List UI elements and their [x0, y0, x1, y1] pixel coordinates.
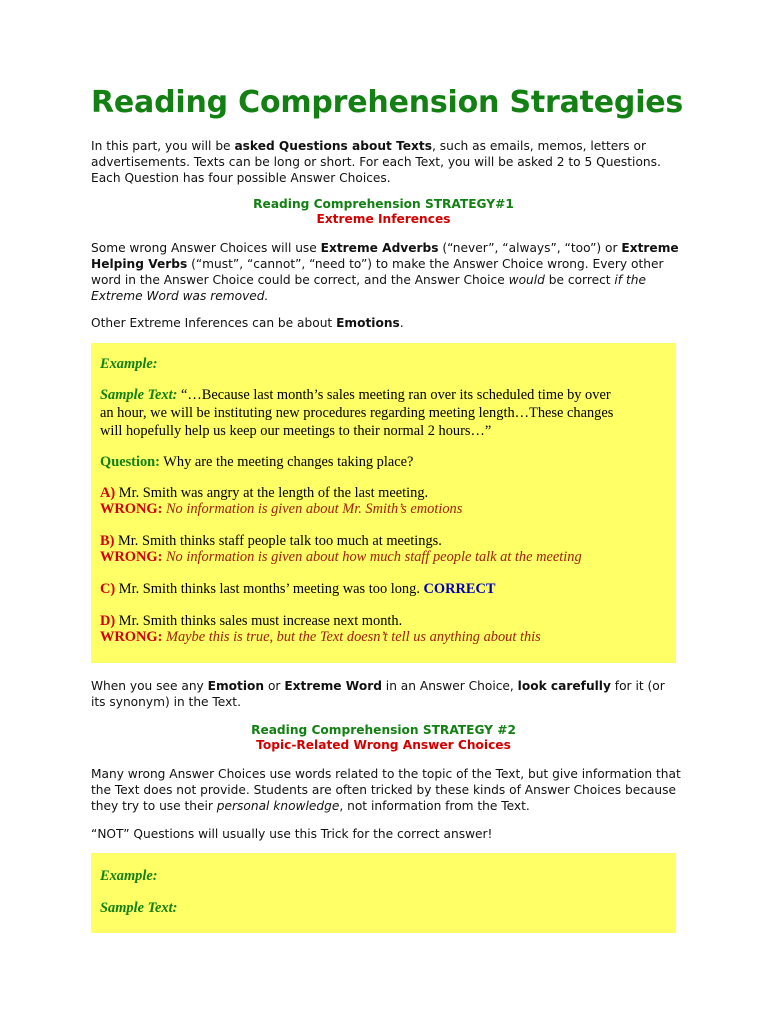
ae-bold-1: Emotion: [207, 679, 265, 693]
example2-sample-label-text: Sample Text:: [100, 900, 178, 916]
strategy2-not-questions: “NOT” Questions will usually use this Trick for the correct answer!: [91, 827, 493, 841]
s1p1-bold-2: Extreme Helping Verbs: [91, 241, 679, 271]
example-box-2: [91, 853, 676, 933]
strategy1-emotions-paragraph: [91, 315, 681, 331]
question-label: Question:: [100, 454, 160, 470]
strategy1-heading: Reading Comprehension STRATEGY#1: [253, 197, 514, 211]
strategy2-heading: Reading Comprehension STRATEGY #2: [251, 723, 516, 737]
s1p1-bold-1: Extreme Adverbs: [320, 241, 439, 255]
strategy2-paragraph: [91, 766, 681, 814]
s1p1-text-3: (“must”, “cannot”, “need to”) to make the Answer Choice wrong. Every other word in the Answer Choice could be correct, and the Answer Choice: [91, 257, 664, 287]
intro-bold: asked Questions about Texts: [234, 139, 433, 153]
question-line: [100, 454, 413, 470]
answer-d-verdict: [100, 629, 541, 645]
sample-line-1: “…Because last month’s sales meeting ran over its scheduled time by over: [177, 387, 611, 403]
s1p1-italic-1: would: [508, 273, 545, 287]
answer-a: [100, 485, 428, 501]
answer-a-text: Mr. Smith was angry at the length of the last meeting.: [115, 485, 429, 501]
strategy1-subheading: Extreme Inferences: [316, 212, 451, 226]
ae-bold-2: Extreme Word: [284, 679, 382, 693]
answer-b-wrong: WRONG:: [100, 549, 163, 565]
after-example-paragraph: [91, 678, 681, 710]
sample-text-line-1: [100, 387, 611, 403]
answer-c-letter: C): [100, 581, 116, 597]
question-text: Why are the meeting changes taking place?: [159, 454, 414, 470]
example2-sample-label: [100, 900, 177, 916]
intro-text: In this part, you will be: [91, 139, 235, 153]
strategy2-subheading: Topic-Related Wrong Answer Choices: [256, 738, 511, 752]
answer-b-text: Mr. Smith thinks staff people talk too much at meetings.: [114, 533, 442, 549]
answer-b-reason: No information is given about how much staff people talk at the meeting: [162, 549, 582, 565]
s1p2-text-2: .: [399, 316, 404, 330]
answer-a-wrong: WRONG:: [100, 501, 163, 517]
answer-b: [100, 533, 442, 549]
answer-d-letter: D): [100, 613, 116, 629]
intro-paragraph: [91, 138, 681, 186]
answer-d-wrong: WRONG:: [100, 629, 163, 645]
example2-label: [100, 868, 158, 884]
answer-d: [100, 613, 402, 629]
answer-b-verdict: [100, 549, 582, 565]
answer-d-reason: Maybe this is true, but the Text doesn’t tell us anything about this: [162, 629, 541, 645]
strategy1-paragraph: [91, 240, 681, 304]
sample-text-label: Sample Text:: [100, 387, 178, 403]
s2p1-text-2: , not information from the Text.: [339, 799, 530, 813]
ae-text-4: for it (or its synonym) in the Text.: [91, 679, 665, 709]
s2p1-italic: personal knowledge: [216, 799, 340, 813]
example-label-text: Example:: [100, 356, 158, 372]
answer-c: [100, 581, 496, 597]
s1p1-italic-2: if the Extreme Word was removed.: [91, 273, 646, 303]
example2-label-text: Example:: [100, 868, 158, 884]
answer-c-correct: CORRECT: [423, 581, 496, 597]
page-title: Reading Comprehension Strategies: [91, 85, 684, 120]
ae-bold-3: look carefully: [517, 679, 611, 693]
answer-a-letter: A): [100, 485, 116, 501]
s1p2-bold: Emotions: [336, 316, 400, 330]
answer-a-reason: No information is given about Mr. Smith’s emotions: [162, 501, 463, 517]
sample-text-line-3: will hopefully help us keep our meetings to their normal 2 hours…”: [100, 423, 492, 439]
s1p1-text-4: be correct: [544, 273, 615, 287]
example-label: [100, 356, 158, 372]
answer-a-verdict: [100, 501, 462, 517]
ae-text-1: When you see any: [91, 679, 208, 693]
example-box-1: [91, 343, 676, 663]
s1p1-text-1: Some wrong Answer Choices will use: [91, 241, 321, 255]
answer-d-text: Mr. Smith thinks sales must increase next month.: [115, 613, 403, 629]
ae-text-3: in an Answer Choice,: [381, 679, 518, 693]
answer-b-letter: B): [100, 533, 115, 549]
answer-c-text: Mr. Smith thinks last months’ meeting was too long.: [115, 581, 424, 597]
sample-text-line-2: an hour, we will be instituting new procedures regarding meeting length…These changes: [100, 405, 614, 421]
s1p1-text-2: (“never”, “always”, “too”) or: [438, 241, 622, 255]
ae-text-2: or: [264, 679, 285, 693]
intro-text-2: , such as emails, memos, letters or advertisements. Texts can be long or short. For each Text, you will be asked 2 to 5 Questions. Each Question has four possible Answer Choices.: [91, 139, 661, 185]
s2p1-text-1: Many wrong Answer Choices use words related to the topic of the Text, but give information that the Text does not provide. Students are often tricked by these kinds of Answer Choices because they try to use their: [91, 767, 681, 813]
s1p2-text-1: Other Extreme Inferences can be about: [91, 316, 337, 330]
